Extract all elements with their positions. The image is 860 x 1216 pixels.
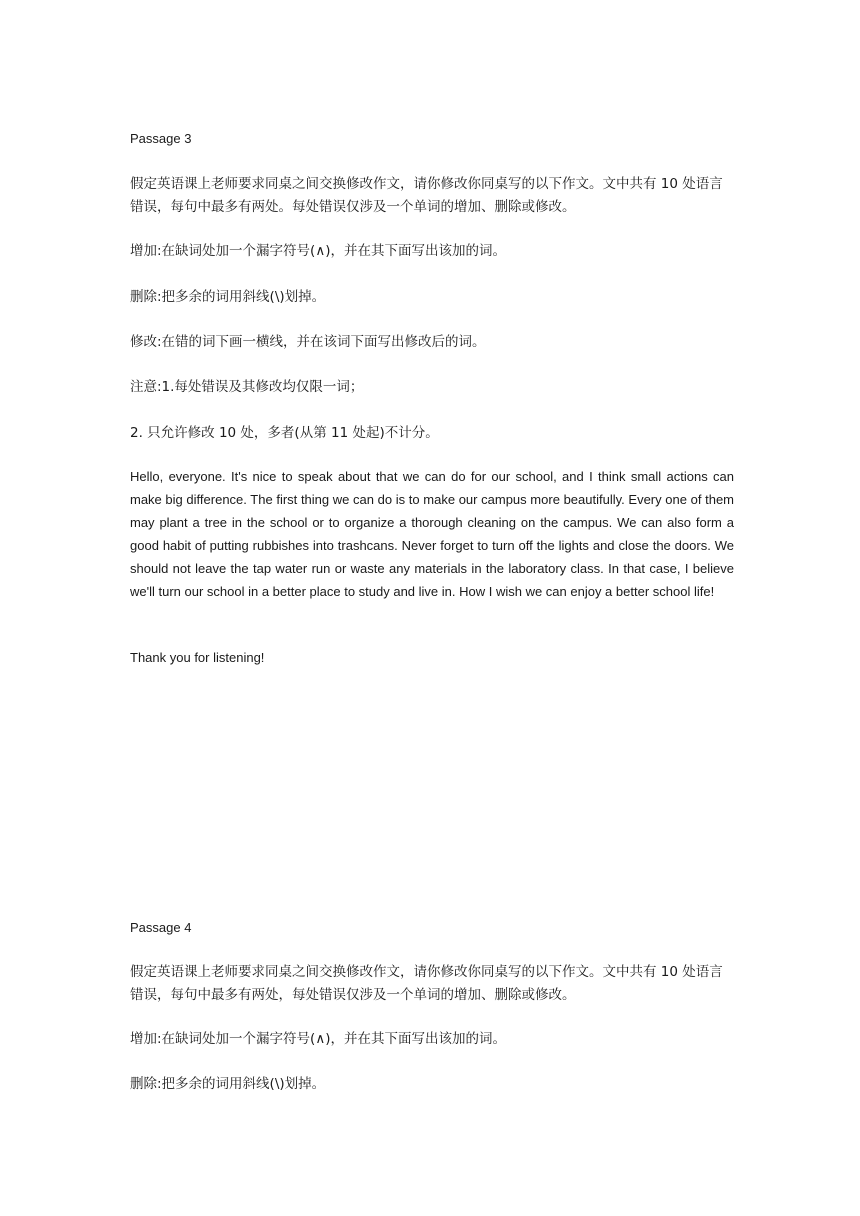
passage4-title: Passage 4 [130,920,192,935]
passage4-intro: 假定英语课上老师要求同桌之间交换修改作文，请你修改你同桌写的以下作文。文中共有 10 处语言错误，每句中最多有两处，每处错误仅涉及一个单词的增加、删除或修改。 [130,964,723,1003]
passage4-add-rule: 增加:在缺词处加一个漏字符号(∧)，并在其下面写出该加的词。 [130,1031,506,1047]
passage4-delete-rule: 删除:把多余的词用斜线(\)划掉。 [130,1076,326,1092]
passage3-note1: 注意:1.每处错误及其修改均仅限一词； [130,379,364,395]
passage3-delete-rule: 删除:把多余的词用斜线(\)划掉。 [130,289,326,305]
passage3-closing: Thank you for listening! [130,650,265,665]
passage3-note2: 2. 只允许修改 10 处，多者(从第 11 处起)不计分。 [130,425,439,441]
passage3-modify-rule: 修改:在错的词下画一横线，并在该词下面写出修改后的词。 [130,334,486,350]
passage3-add-rule: 增加:在缺词处加一个漏字符号(∧)，并在其下面写出该加的词。 [130,243,506,259]
passage3-body: Hello, everyone. It's nice to speak about that we can do for our school, and I think small actions can make big difference. The first thing we can do is to make our campus more beautifully. Every one of them may plant a tree in the school or to organize a thorough cleaning on the campus. We can also form a good habit of putting rubbishes into trashcans. Never forget to turn off the lights and close the doors. We should not leave the tap water run or waste any materials in the laboratory class. In that case, I believe we'll turn our school in a better place to study and live in. How I wish we can enjoy a better school life! [130,469,734,599]
passage3-title: Passage 3 [130,131,192,146]
passage3-intro: 假定英语课上老师要求同桌之间交换修改作文，请你修改你同桌写的以下作文。文中共有 10 处语言错误，每句中最多有两处。每处错误仅涉及一个单词的增加、删除或修改。 [130,176,723,215]
